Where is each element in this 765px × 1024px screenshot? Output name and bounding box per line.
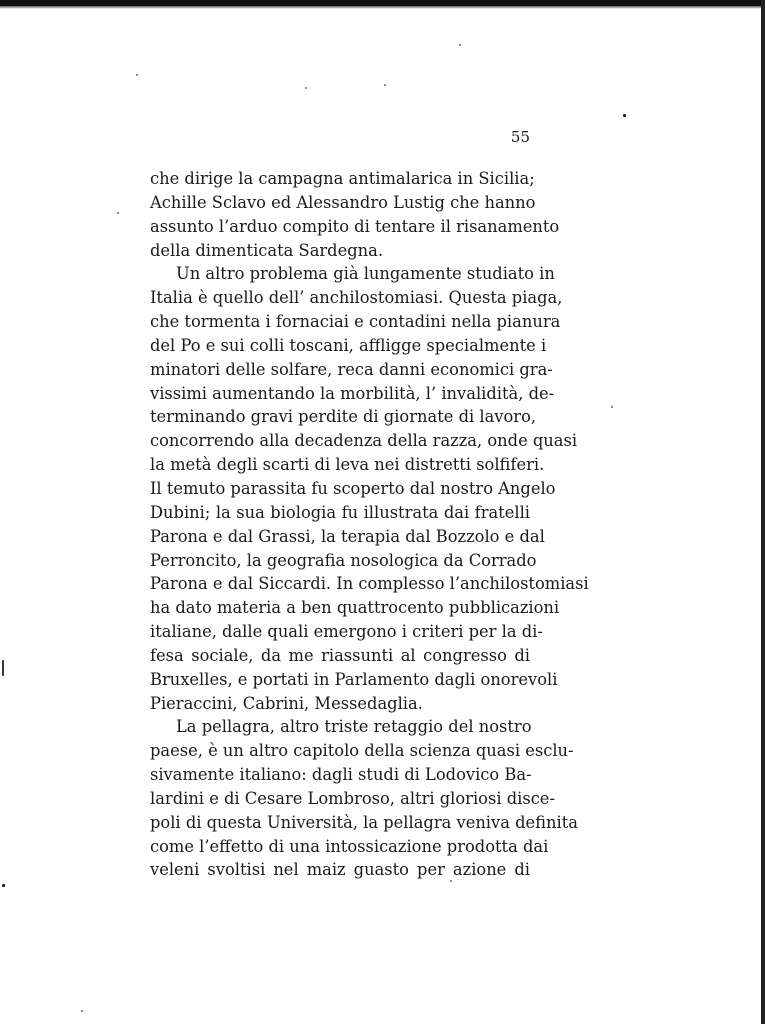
scan-speck: [611, 406, 613, 408]
text-line: Il temuto parassita fu scoperto dal nostro Angelo: [150, 478, 556, 498]
text-line: paese, è un altro capitolo della scienza quasi esclu-: [150, 741, 574, 761]
text-line: assunto l’arduo compito di tentare il risanamento: [150, 216, 560, 236]
scan-speck: [305, 87, 307, 89]
text-line: della dimenticata Sardegna.: [150, 240, 384, 260]
text-line: che tormenta i fornaciai e contadini nella pianura: [150, 312, 561, 332]
scan-speck: [384, 84, 386, 86]
text-line: poli di questa Università, la pellagra veniva definita: [150, 812, 578, 832]
scan-speck: [136, 74, 138, 76]
scan-speck: [81, 1010, 83, 1012]
text-line: veleni svoltisi nel maiz guasto per azione di: [150, 860, 530, 880]
text-line: ha dato materia a ben quattrocento pubblicazioni: [150, 598, 560, 618]
text-line: del Po e sui colli toscani, affligge specialmente i: [150, 335, 547, 355]
scan-speck: [117, 212, 119, 214]
text-line: Parona e dal Grassi, la terapia dal Bozzolo e dal: [150, 526, 545, 546]
text-line: Parona e dal Siccardi. In complesso l’anchilostomiasi: [150, 574, 589, 594]
text-line: Un altro problema già lungamente studiato in: [176, 264, 555, 284]
text-line: lardini e di Cesare Lombroso, altri gloriosi disce-: [150, 788, 555, 808]
scan-speck: [459, 44, 461, 46]
page-number: 55: [510, 128, 530, 146]
text-line: fesa sociale, da me riassunti al congresso di: [150, 645, 530, 665]
page-right-edge: [761, 0, 765, 1024]
text-line: Achille Sclavo ed Alessandro Lustig che hanno: [150, 192, 536, 212]
scan-speck: [2, 884, 5, 887]
body-text: [150, 167, 589, 882]
page-top-shadow: [0, 6, 765, 9]
text-line: Bruxelles, e portati in Parlamento dagli onorevoli: [150, 669, 558, 689]
text-line: minatori delle solfare, reca danni economici gra-: [150, 359, 553, 379]
text-line: italiane, dalle quali emergono i criteri per la di-: [150, 622, 543, 642]
text-line: Pieraccini, Cabrini, Messedaglia.: [150, 693, 423, 713]
text-line: vissimi aumentando la morbilità, l’ invalidità, de-: [150, 383, 555, 403]
text-line: come l’effetto di una intossicazione prodotta dai: [150, 836, 549, 856]
scan-speck: [623, 114, 626, 117]
text-line: Italia è quello dell’ anchilostomiasi. Questa piaga,: [150, 288, 563, 308]
scan-speck: [450, 880, 452, 882]
scan-speck: [2, 660, 4, 676]
text-line: Dubini; la sua biologia fu illustrata dai fratelli: [150, 502, 530, 522]
text-line: che dirige la campagna antimalarica in Sicilia;: [150, 169, 535, 188]
text-line: sivamente italiano: dagli studi di Lodovico Ba-: [150, 765, 532, 785]
text-line: La pellagra, altro triste retaggio del nostro: [176, 717, 532, 737]
text-line: terminando gravi perdite di giornate di lavoro,: [150, 407, 537, 427]
text-line: Perroncito, la geografia nosologica da Corrado: [150, 550, 537, 570]
text-line: concorrendo alla decadenza della razza, onde quasi: [150, 431, 578, 451]
text-line: la metà degli scarti di leva nei distretti solfiferi.: [150, 455, 545, 475]
